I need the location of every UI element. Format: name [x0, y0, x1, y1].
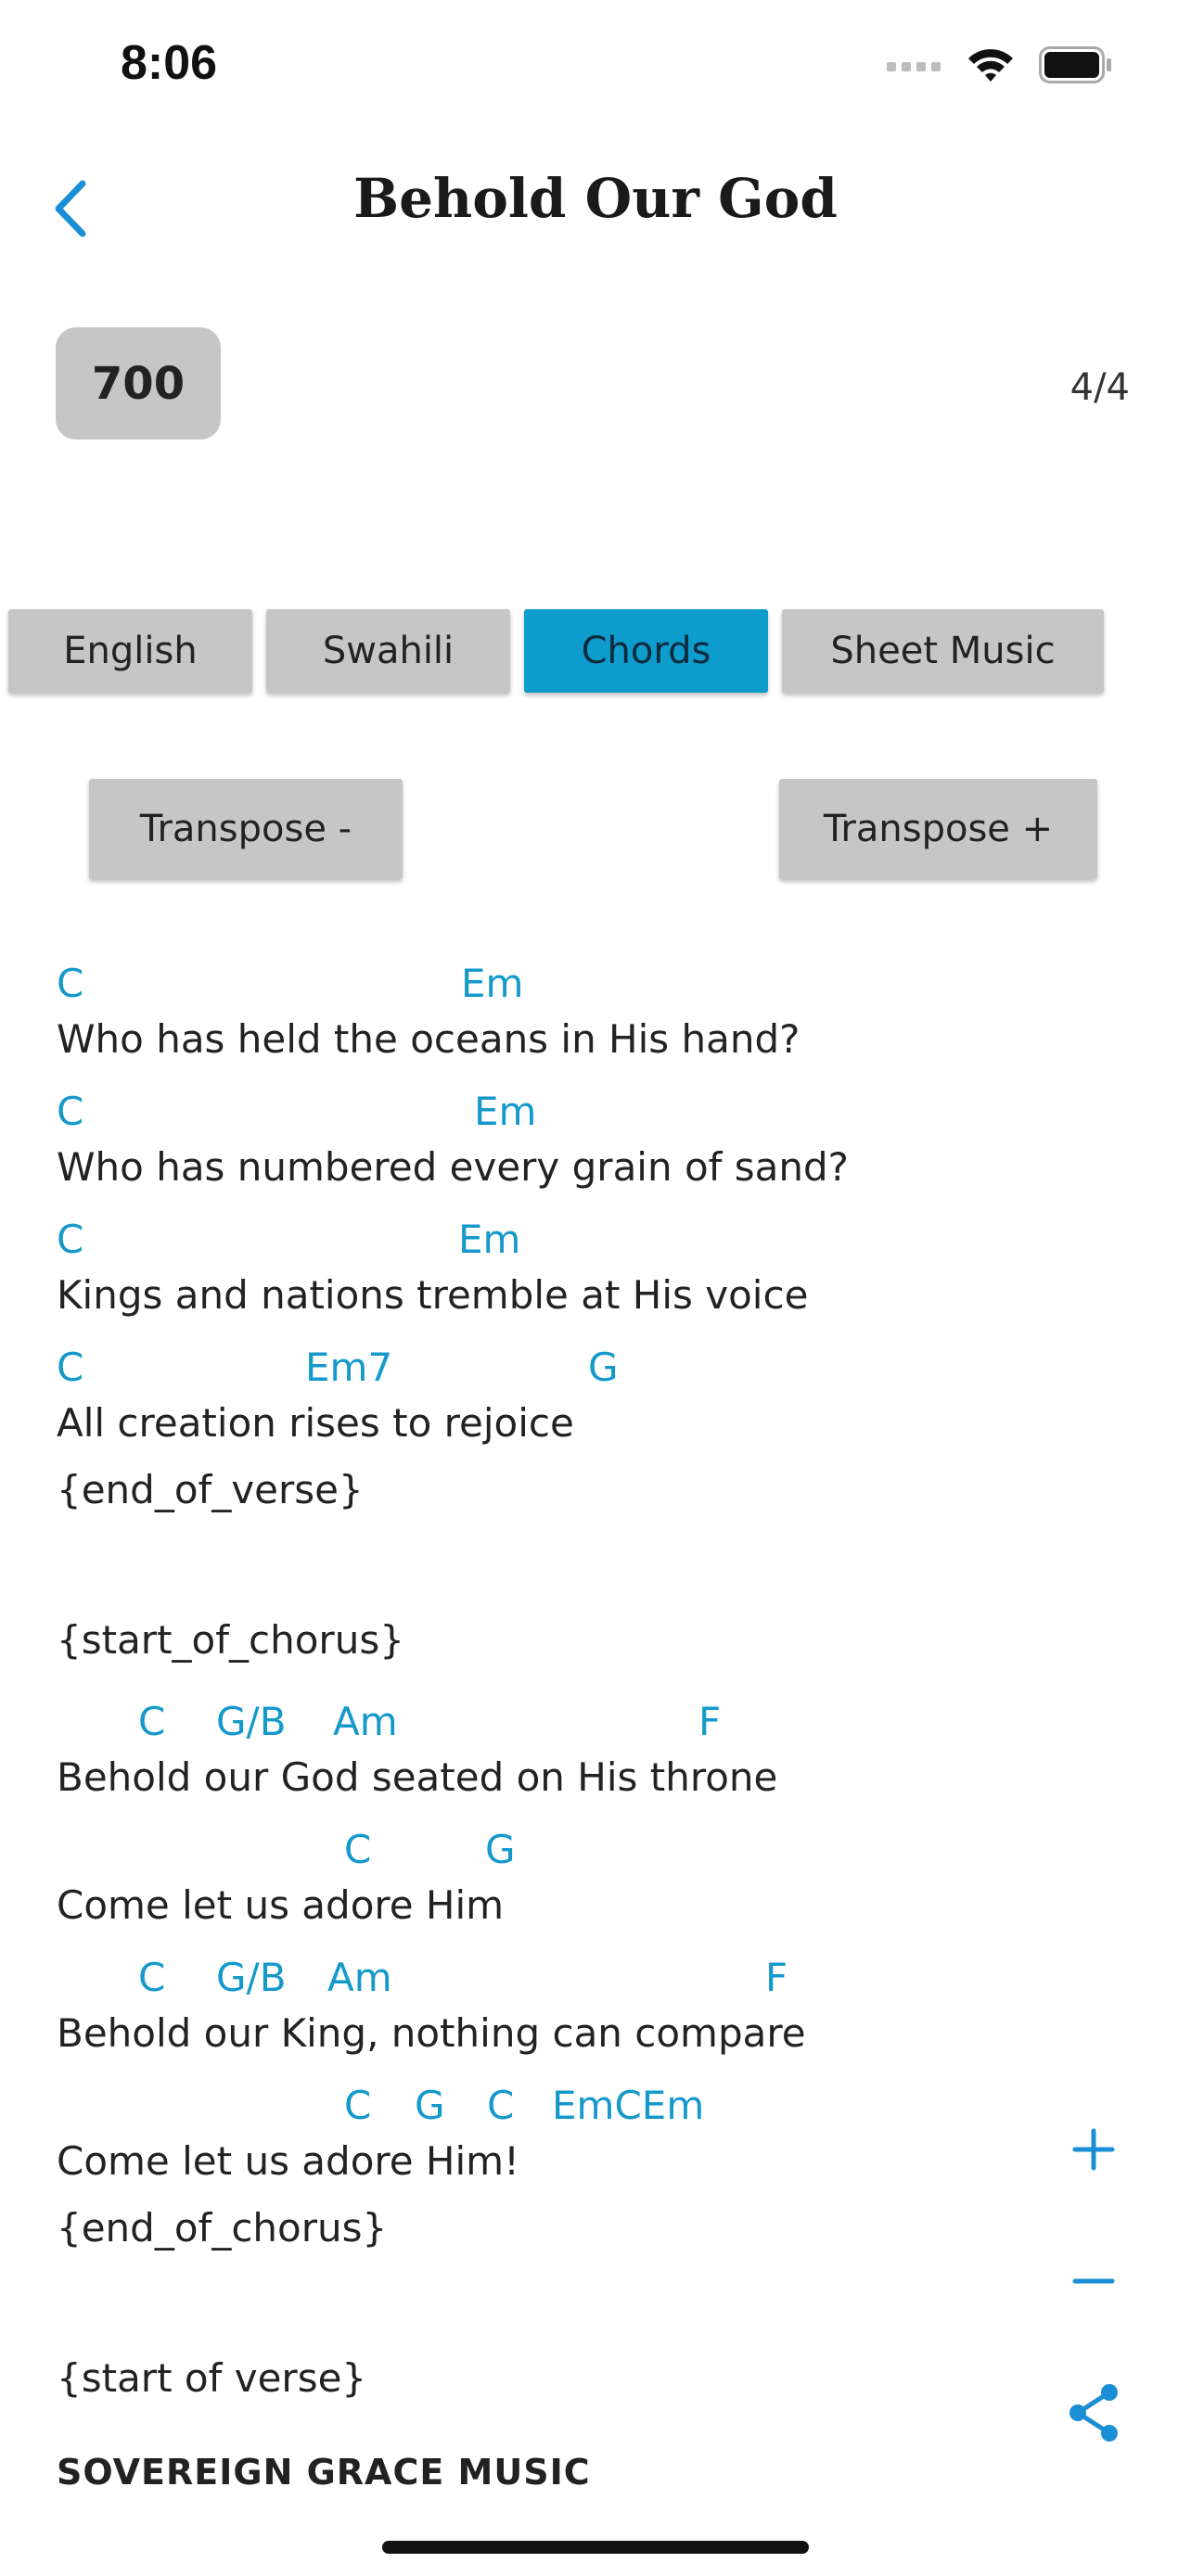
chord: C	[138, 1699, 166, 1744]
lyric-line: Behold our God seated on His throne	[57, 1754, 778, 1800]
chorus-line	[57, 2077, 984, 2205]
chord-line	[57, 2077, 984, 2133]
chorus-line	[57, 1693, 984, 1821]
minus-icon	[1071, 2259, 1116, 2303]
verse-line	[57, 1211, 984, 1339]
chord: Em	[474, 1089, 537, 1134]
chord: G	[588, 1345, 619, 1390]
chord: C	[138, 1955, 166, 2000]
chord: C	[57, 1217, 84, 1262]
end-of-chorus-marker: {end_of_chorus}	[57, 2205, 388, 2251]
chord: C	[57, 1345, 84, 1390]
transpose-down-button[interactable]: Transpose -	[89, 779, 403, 879]
chord: G/B	[216, 1955, 287, 2000]
start-of-verse-marker: {start of verse}	[57, 2355, 367, 2401]
chord-line	[57, 1339, 984, 1395]
cellular-signal-icon	[887, 58, 942, 71]
lyric-line: Come let us adore Him	[57, 1882, 505, 1928]
page-indicator: 4/4	[1069, 366, 1130, 409]
lyric-line: Behold our King, nothing can compare	[57, 2010, 806, 2056]
start-of-chorus-marker: {start_of_chorus}	[57, 1617, 404, 1663]
chord-line	[57, 955, 984, 1011]
chord: G	[415, 2083, 445, 2128]
chord: C	[57, 961, 84, 1006]
publisher-label: SOVEREIGN GRACE MUSIC	[57, 2452, 591, 2493]
chord: EmCEm	[552, 2083, 705, 2128]
share-icon	[1067, 2383, 1121, 2442]
chord: Em	[458, 1217, 521, 1262]
lyric-line: Who has held the oceans in His hand?	[57, 1016, 800, 1062]
chord-line	[57, 1821, 984, 1877]
lyric-line: Who has numbered every grain of sand?	[57, 1144, 849, 1190]
tab-sheet-music[interactable]: Sheet Music	[782, 609, 1104, 693]
tab-chords[interactable]: Chords	[524, 609, 768, 693]
verse-line	[57, 1339, 984, 1467]
chord: G	[485, 1827, 516, 1872]
status-icons	[887, 45, 1113, 85]
status-time: 8:06	[121, 36, 218, 90]
chord: Em	[461, 961, 524, 1006]
zoom-out-button[interactable]	[1061, 2244, 1126, 2318]
chord: Am	[333, 1699, 398, 1744]
wifi-icon	[967, 46, 1015, 83]
chord: F	[765, 1955, 788, 2000]
tab-swahili[interactable]: Swahili	[266, 609, 510, 693]
hymn-number-badge: 700	[56, 327, 221, 440]
lyric-line: All creation rises to rejoice	[57, 1400, 574, 1446]
chord-line	[57, 1211, 984, 1267]
chord: F	[698, 1699, 722, 1744]
zoom-in-button[interactable]	[1061, 2112, 1126, 2187]
battery-icon	[1039, 46, 1113, 83]
transpose-up-button[interactable]: Transpose +	[779, 779, 1097, 879]
share-button[interactable]	[1061, 2376, 1126, 2450]
chord: G/B	[216, 1699, 287, 1744]
lyric-line: Kings and nations tremble at His voice	[57, 1272, 809, 1318]
chord: C	[57, 1089, 84, 1134]
chord-sheet	[57, 955, 984, 2431]
lyric-line: Come let us adore Him!	[57, 2138, 519, 2184]
chord-line	[57, 1949, 984, 2005]
plus-icon	[1071, 2127, 1116, 2172]
chord: C	[344, 1827, 372, 1872]
page-title: Behold Our God	[353, 167, 838, 230]
chord-line	[57, 1693, 984, 1749]
verse-line	[57, 1083, 984, 1211]
chord-line	[57, 1083, 984, 1139]
chord: Am	[327, 1955, 392, 2000]
chorus-line	[57, 1949, 984, 2077]
home-indicator[interactable]	[382, 2541, 809, 2554]
verse-line	[57, 955, 984, 1083]
end-of-verse-marker: {end_of_verse}	[57, 1467, 364, 1512]
chord: Em7	[305, 1345, 393, 1390]
chord: C	[344, 2083, 372, 2128]
chorus-line	[57, 1821, 984, 1949]
tab-english[interactable]: English	[8, 609, 252, 693]
chord: C	[487, 2083, 515, 2128]
